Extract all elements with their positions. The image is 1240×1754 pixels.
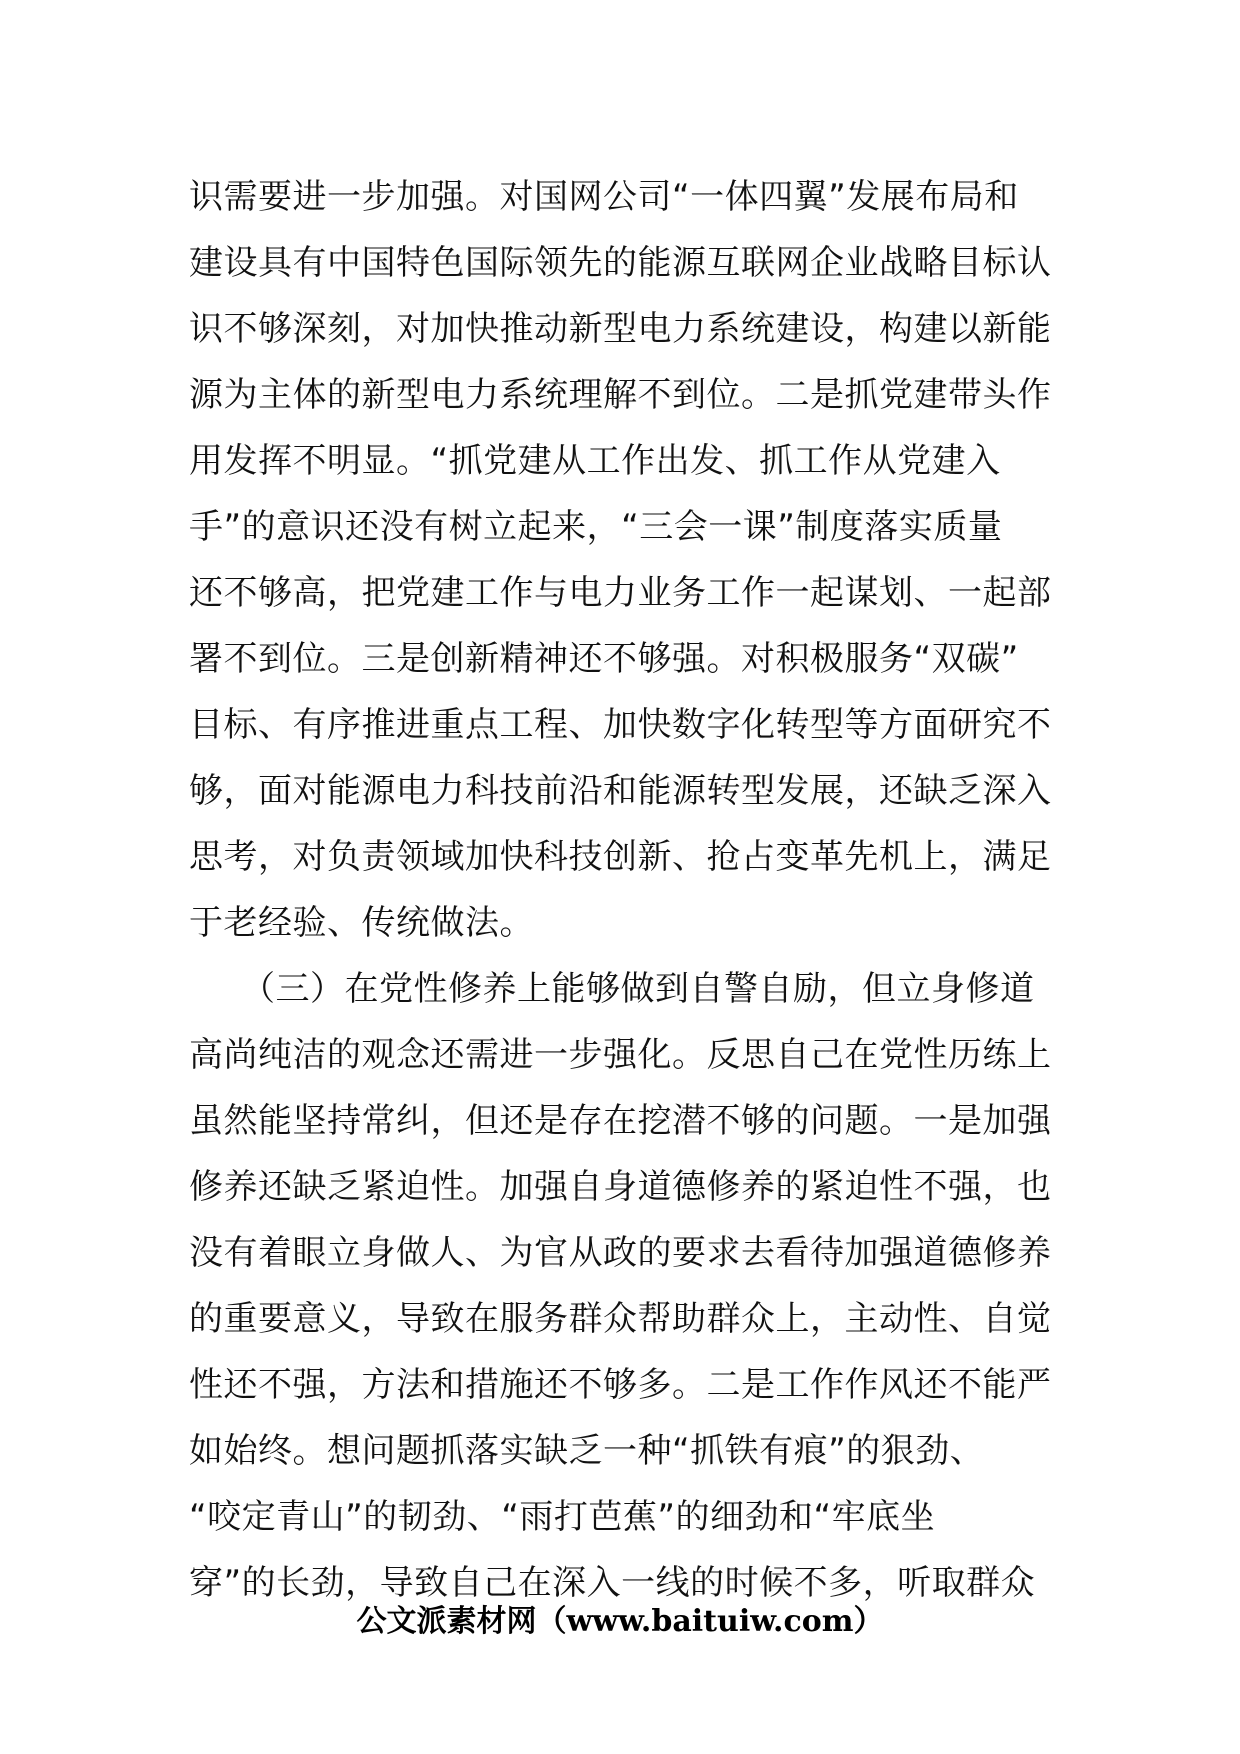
text-line: 高尚纯洁的观念还需进一步强化。反思自己在党性历练上 — [189, 1035, 1052, 1075]
text-line: 虽然能坚持常纠，但还是存在挖潜不够的问题。一是加强 — [189, 1101, 1052, 1141]
text-line: 修养还缺乏紧迫性。加强自身道德修养的紧迫性不强，也 — [189, 1167, 1052, 1207]
text-line: 署不到位。三是创新精神还不够强。对积极服务“双碳” — [189, 639, 1019, 679]
text-line: 识不够深刻，对加快推动新型电力系统建设，构建以新能 — [189, 309, 1052, 349]
text-line: 的重要意义，导致在服务群众帮助群众上，主动性、自觉 — [189, 1299, 1052, 1339]
body-text — [189, 164, 1059, 1616]
text-line: 源为主体的新型电力系统理解不到位。二是抓党建带头作 — [189, 375, 1052, 415]
text-line: 性还不强，方法和措施还不够多。二是工作作风还不能严 — [189, 1365, 1052, 1405]
text-line: 建设具有中国特色国际领先的能源互联网企业战略目标认 — [189, 243, 1052, 283]
text-line: 够，面对能源电力科技前沿和能源转型发展，还缺乏深入 — [189, 771, 1052, 811]
text-line: “咬定青山”的韧劲、“雨打芭蕉”的细劲和“牢底坐 — [189, 1497, 936, 1537]
text-line: 穿”的长劲，导致自己在深入一线的时候不多，听取群众 — [189, 1563, 1036, 1603]
text-line: 识需要进一步加强。对国网公司“一体四翼”发展布局和 — [189, 177, 1019, 217]
text-line: 思考，对负责领域加快科技创新、抢占变革先机上，满足 — [189, 837, 1052, 877]
section-heading-line: （三）在党性修养上能够做到自警自励，但立身修道 — [189, 969, 1035, 1009]
text-line: 目标、有序推进重点工程、加快数字化转型等方面研究不 — [189, 705, 1052, 745]
text-line: 如始终。想问题抓落实缺乏一种“抓铁有痕”的狠劲、 — [189, 1431, 985, 1471]
text-line: 还不够高，把党建工作与电力业务工作一起谋划、一起部 — [189, 573, 1052, 613]
text-line: 没有着眼立身做人、为官从政的要求去看待加强道德修养 — [189, 1233, 1052, 1273]
text-line: 手”的意识还没有树立起来，“三会一课”制度落实质量 — [189, 507, 1003, 547]
footer-watermark: 公文派素材网（www.baituiw.com） — [356, 1604, 884, 1639]
text-line: 用发挥不明显。“抓党建从工作出发、抓工作从党建入 — [189, 441, 1001, 481]
text-line: 于老经验、传统做法。 — [189, 903, 534, 943]
